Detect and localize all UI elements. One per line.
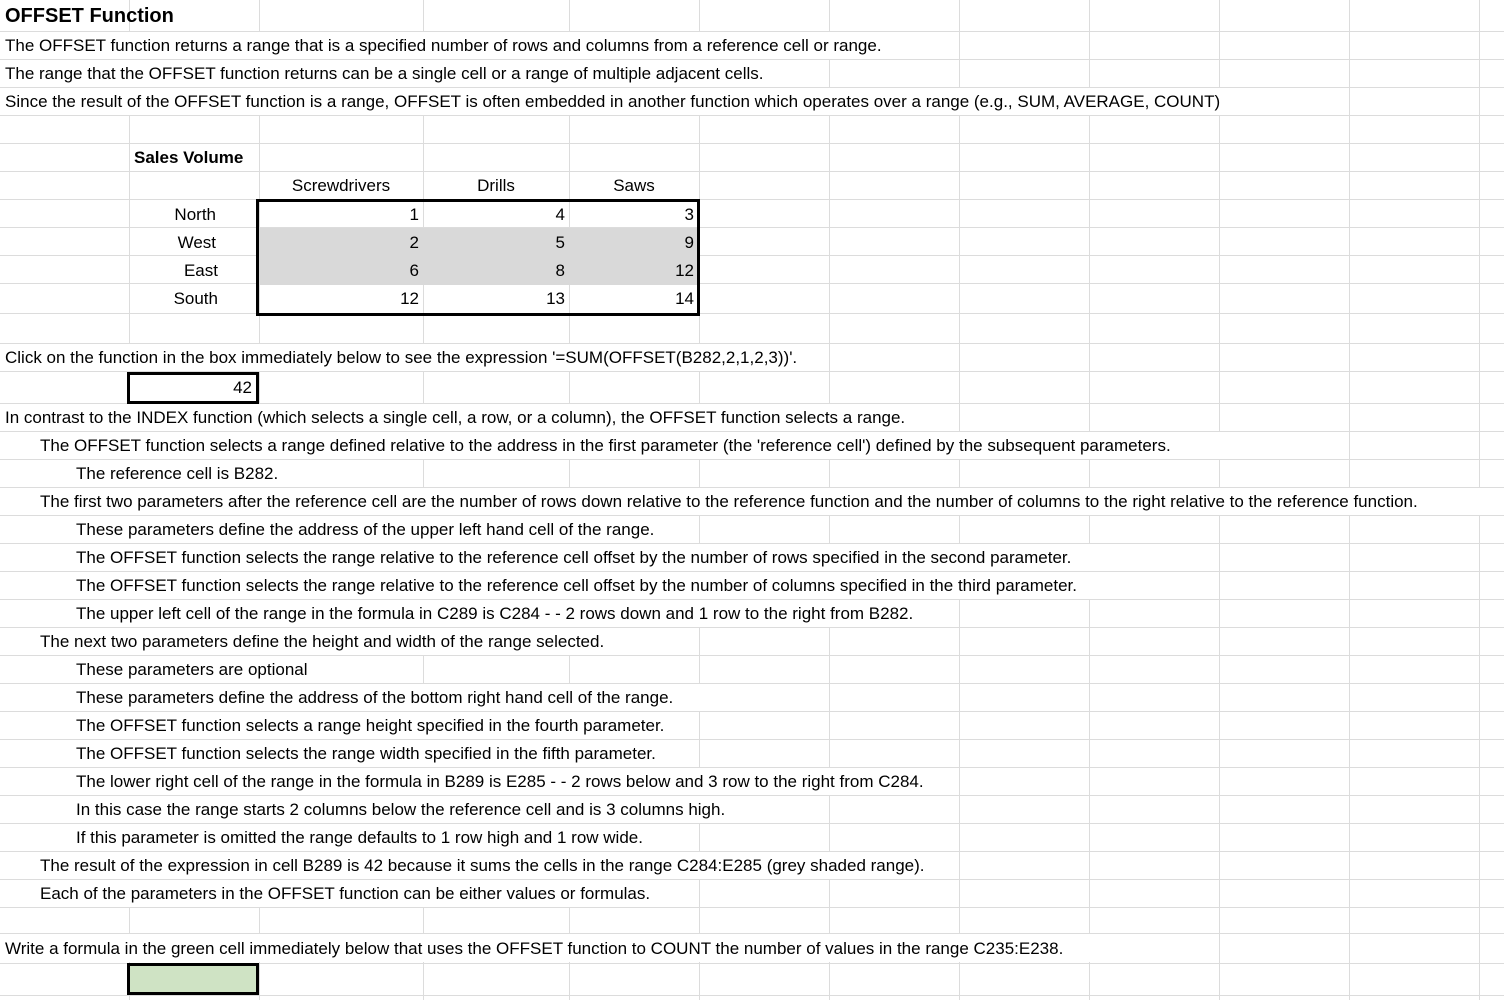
table-cell[interactable]: 8 <box>555 261 565 280</box>
explanation-line: The OFFSET function selects a range height specified in the fourth parameter. <box>76 716 665 735</box>
explanation-line: If this parameter is omitted the range defaults to 1 row high and 1 row wide. <box>76 828 643 847</box>
explanation-line: The upper left cell of the range in the formula in C289 is C284 - - 2 rows down and 1 row to the right from B282. <box>76 604 914 623</box>
explanation-line: The OFFSET function selects the range relative to the reference cell offset by the number of columns specified in the third parameter. <box>76 576 1077 595</box>
table-cell[interactable]: 13 <box>546 289 565 308</box>
data-range-border <box>256 199 700 316</box>
table-cell[interactable]: 5 <box>555 233 565 252</box>
explanation-line: In this case the range starts 2 columns below the reference cell and is 3 columns high. <box>76 800 726 819</box>
table-cell[interactable]: 14 <box>675 289 694 308</box>
intro-line-2: The range that the OFFSET function returns can be a single cell or a range of multiple adjacent cells. <box>5 64 764 83</box>
table-cell[interactable]: 6 <box>409 261 419 280</box>
column-header-saws[interactable]: Saws <box>613 176 655 195</box>
explanation-line: The lower right cell of the range in the formula in B289 is E285 - - 2 rows below and 3 row to the right from C284. <box>76 772 924 791</box>
table-cell[interactable]: 3 <box>684 205 694 224</box>
explanation-line: These parameters are optional <box>76 660 308 679</box>
table-heading: Sales Volume <box>134 148 244 167</box>
table-cell[interactable]: 12 <box>400 289 419 308</box>
explanation-line: The OFFSET function selects the range width specified in the fifth parameter. <box>76 744 656 763</box>
table-cell[interactable]: 9 <box>684 233 694 252</box>
table-cell[interactable]: 2 <box>409 233 419 252</box>
table-cell[interactable]: 4 <box>555 205 565 224</box>
explanation-line: The first two parameters after the reference cell are the number of rows down relative to the reference function and the number of columns to the right relative to the reference function. <box>40 492 1418 511</box>
row-label-south[interactable]: South <box>173 289 218 308</box>
table-cell[interactable]: 1 <box>409 205 419 224</box>
row-label-east[interactable]: East <box>183 261 218 280</box>
row-label-west[interactable]: West <box>177 233 216 252</box>
row-label-north[interactable]: North <box>174 205 216 224</box>
intro-line-3: Since the result of the OFFSET function is a range, OFFSET is often embedded in another function which operates over a range (e.g., SUM, AVERAGE, COUNT) <box>5 92 1221 111</box>
explanation-line: The reference cell is B282. <box>76 464 279 483</box>
table-cell[interactable]: 12 <box>675 261 694 280</box>
explanation-line: The OFFSET function selects the range relative to the reference cell offset by the number of rows specified in the second parameter. <box>76 548 1072 567</box>
example-prompt: Click on the function in the box immediately below to see the expression '=SUM(OFFSET(B282,2,1,2,3))'. <box>5 348 798 367</box>
exercise-prompt: Write a formula in the green cell immediately below that uses the OFFSET function to COUNT the number of values in the range C235:E238. <box>5 939 1064 958</box>
explanation-line: In contrast to the INDEX function (which selects a single cell, a row, or a column), the OFFSET function selects a range. <box>5 408 906 427</box>
explanation-line: The result of the expression in cell B289 is 42 because it sums the cells in the range C284:E285 (grey shaded range). <box>40 856 925 875</box>
explanation-line: The next two parameters define the height and width of the range selected. <box>40 632 605 651</box>
explanation-line: Each of the parameters in the OFFSET function can be either values or formulas. <box>40 884 651 903</box>
explanation-line: These parameters define the address of the upper left hand cell of the range. <box>76 520 655 539</box>
explanation-line: These parameters define the address of the bottom right hand cell of the range. <box>76 688 674 707</box>
answer-input-cell[interactable] <box>127 963 259 995</box>
explanation-line: The OFFSET function selects a range defined relative to the address in the first parameter (the 'reference cell') defined by the subsequent parameters. <box>40 436 1171 455</box>
column-header-screwdrivers[interactable]: Screwdrivers <box>291 176 391 195</box>
intro-line-1: The OFFSET function returns a range that is a specified number of rows and columns from a reference cell or range. <box>5 36 882 55</box>
column-header-drills[interactable]: Drills <box>477 176 515 195</box>
sheet-title: OFFSET Function <box>5 5 174 27</box>
formula-result-cell[interactable]: 42 <box>127 372 259 404</box>
